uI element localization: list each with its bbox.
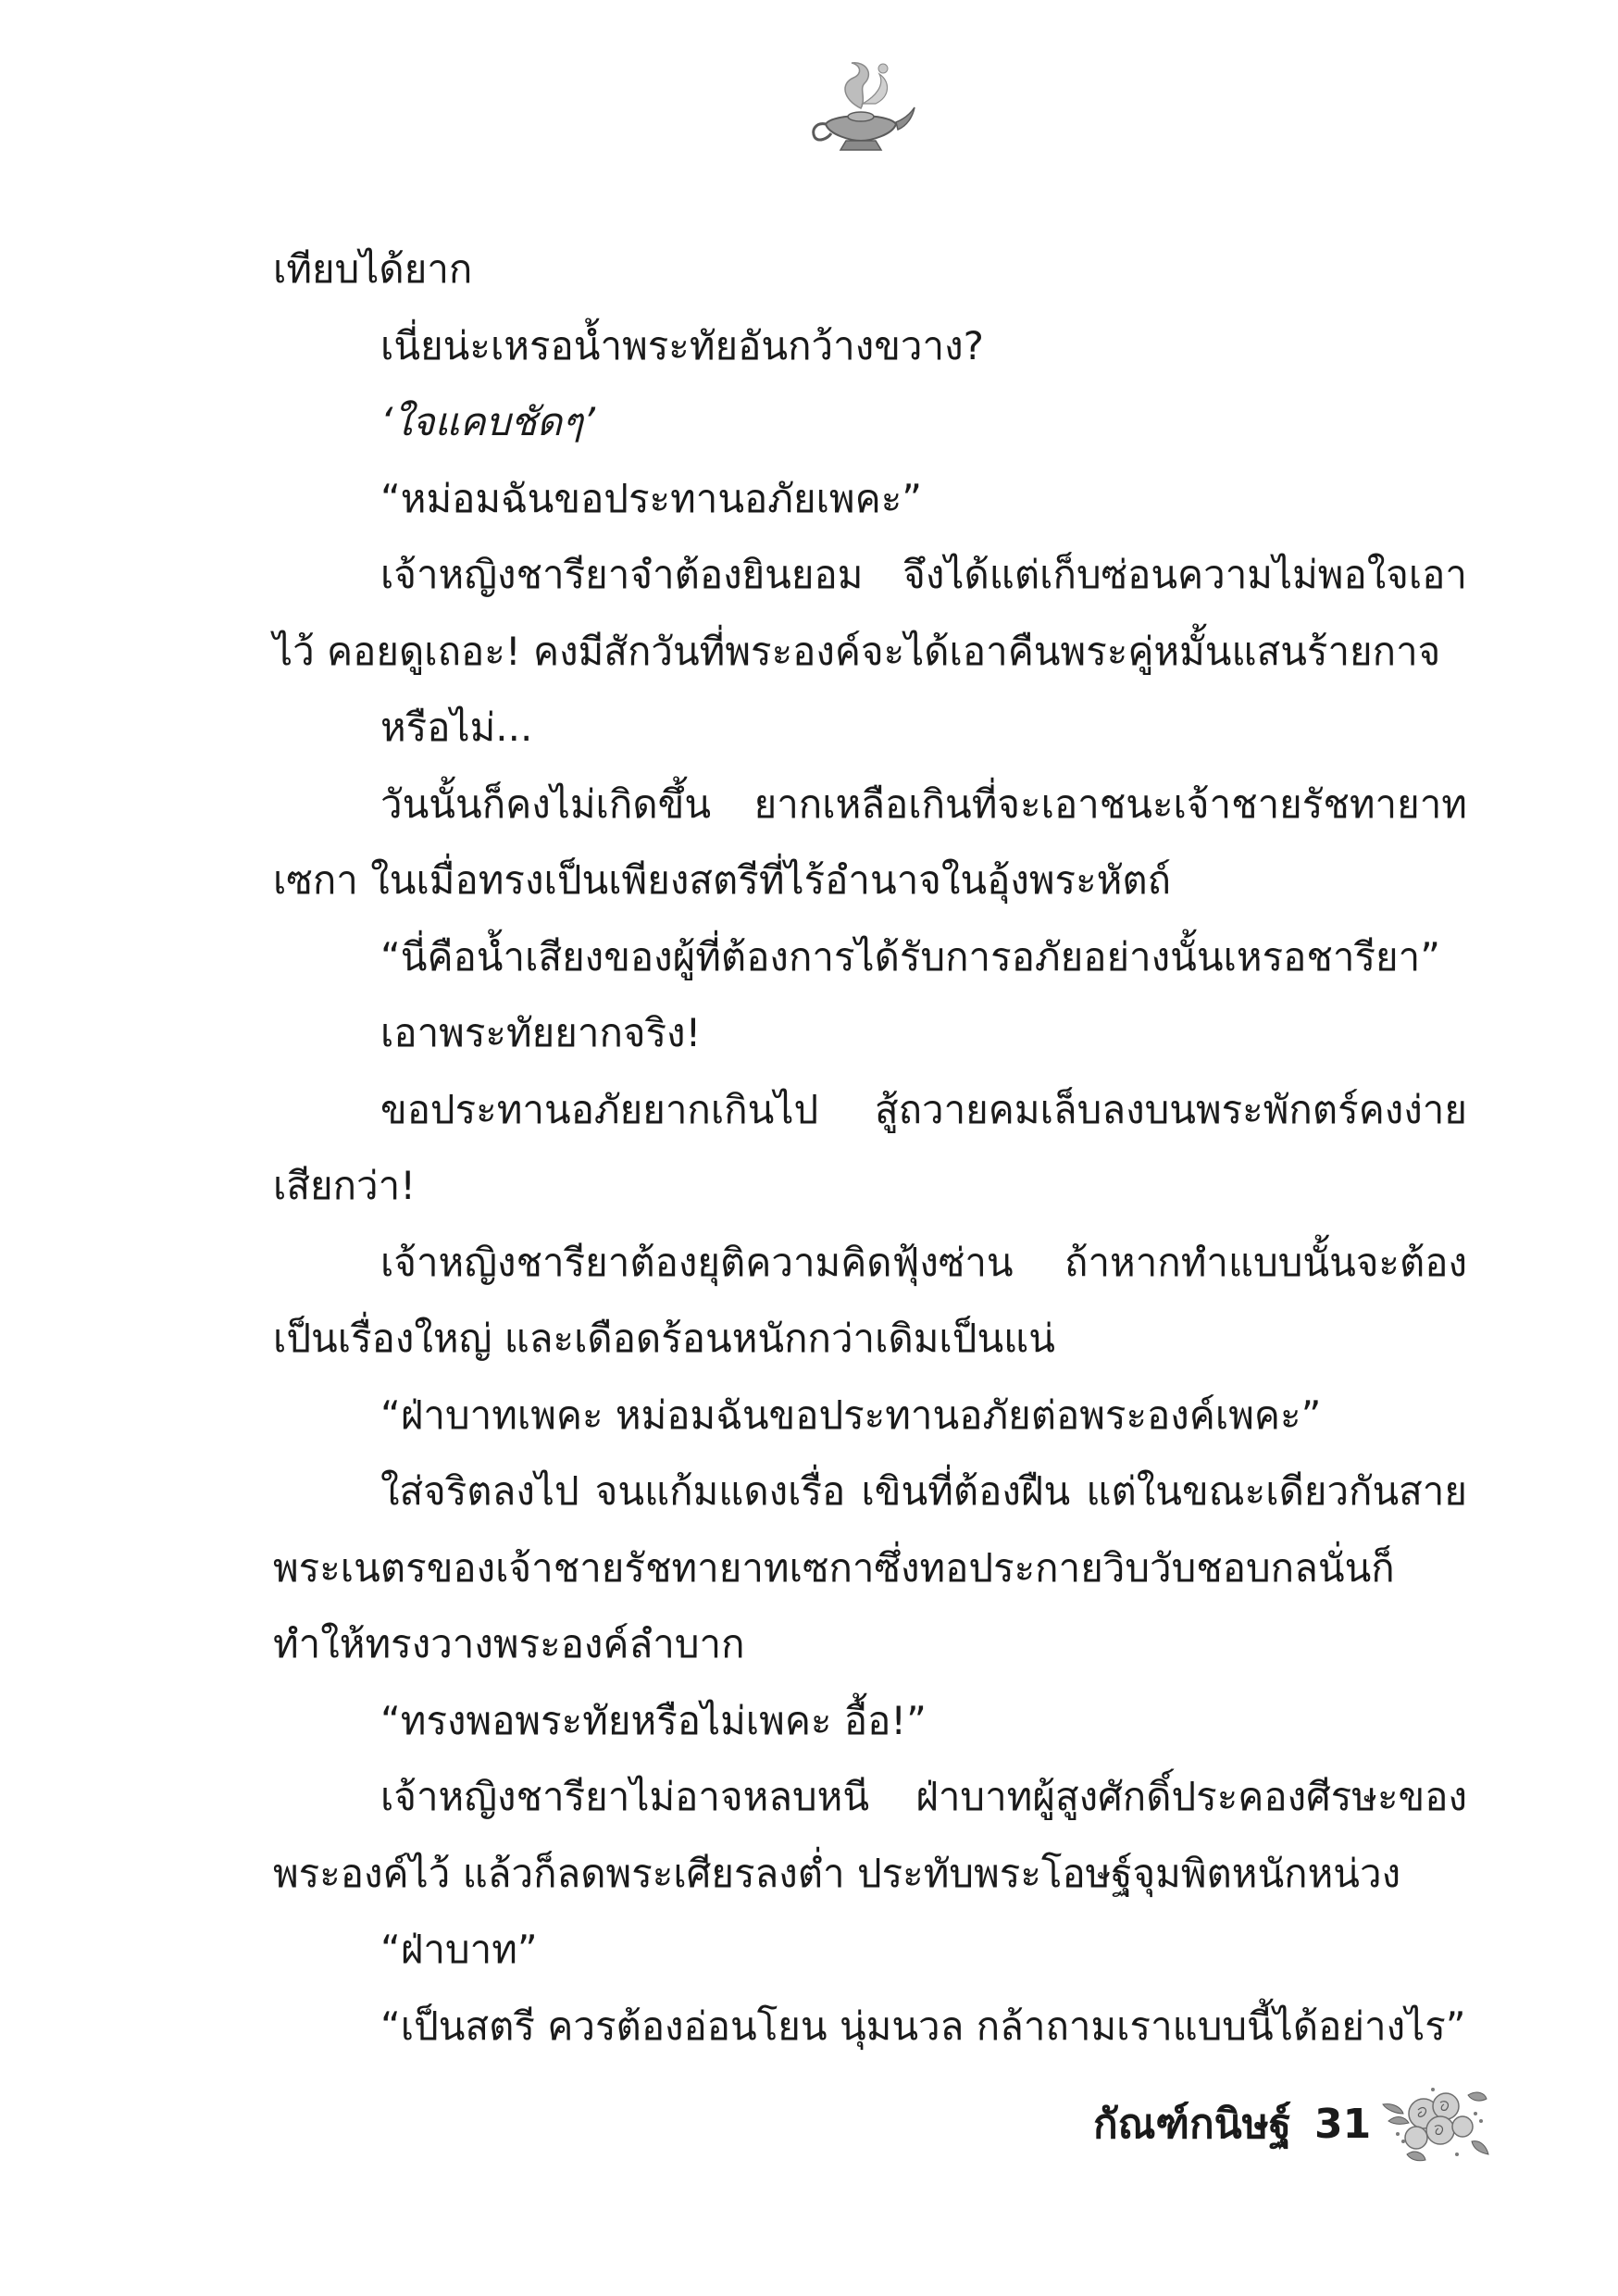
paragraph: “เป็นสตรี ควรต้องอ่อนโยน นุ่มนวล กล้าถามเราแบบนี้ได้อย่างไร” (380, 2003, 1466, 2049)
paragraph: เจ้าหญิงชารียาต้องยุติความคิดฟุ้งซ่าน ถ้าหากทำแบบนั้นจะต้องเป็นเรื่องใหญ่ และเดือดร้อนหนักกว่าเดิมเป็นแน่ (273, 1239, 1467, 1361)
paragraph: เอาพระทัยยากจริง! (380, 1010, 702, 1055)
page-footer (1009, 2088, 1472, 2162)
paragraph: ใส่จริตลงไป จนแก้มแดงเรื่อ เขินที่ต้องฝืน แต่ในขณะเดียวกันสายพระเนตรของเจ้าชายรัชทายาทเซกาซึ่งทอประกายวิบวับชอบกลนั่นก็ทำให้ทรงวางพระองค์ลำบาก (273, 1468, 1467, 1666)
paragraph: ขอประทานอภัยยากเกินไป สู้ถวายคมเล็บลงบนพระพักตร์คงง่ายเสียกว่า! (273, 1086, 1467, 1208)
paragraph: เนี่ยน่ะเหรอน้ำพระทัยอันกว้างขวาง? (380, 322, 984, 368)
chapter-body-text (273, 231, 1467, 2065)
paragraph: เทียบได้ยาก (273, 246, 473, 292)
paragraph: “ทรงพอพระทัยหรือไม่เพคะ อื้อ!” (380, 1697, 927, 1743)
page-number: 31 (1314, 2101, 1372, 2148)
paragraph: เจ้าหญิงชารียาไม่อาจหลบหนี ฝ่าบาทผู้สูงศักดิ์ประคองศีรษะของพระองค์ไว้ แล้วก็ลดพระเศียรลงต่ำ ประทับพระโอษฐ์จุมพิตหนักหน่วง (273, 1774, 1467, 1896)
genie-lamp-icon (805, 57, 916, 159)
paragraph: เจ้าหญิงชารียาจำต้องยินยอม จึงได้แต่เก็บซ่อนความไม่พอใจเอาไว้ คอยดูเถอะ! คงมีสักวันที่พระองค์จะได้เอาคืนพระคู่หมั้นแสนร้ายกาจ (273, 552, 1467, 674)
paragraph: “หม่อมฉันขอประทานอภัยเพคะ” (380, 475, 923, 521)
paragraph: “นี่คือน้ำเสียงของผู้ที่ต้องการได้รับการอภัยอย่างนั้นเหรอชารียา” (380, 933, 1440, 980)
paragraph: วันนั้นก็คงไม่เกิดขึ้น ยากเหลือเกินที่จะเอาชนะเจ้าชายรัชทายาทเซกา ในเมื่อทรงเป็นเพียงสตรีที่ไร้อำนาจในอุ้งพระหัตถ์ (273, 780, 1467, 903)
paragraph: ‘ใจแคบชัดๆ’ (380, 399, 595, 444)
flower-bouquet-icon (1379, 2077, 1490, 2169)
paragraph: “ฝ่าบาท” (380, 1927, 538, 1972)
paragraph: หรือไม่... (380, 705, 533, 750)
paragraph: “ฝ่าบาทเพคะ หม่อมฉันขอประทานอภัยต่อพระองค์เพคะ” (380, 1391, 1322, 1438)
book-title: กัณฑ์กนิษฐ์ (1093, 2101, 1291, 2148)
